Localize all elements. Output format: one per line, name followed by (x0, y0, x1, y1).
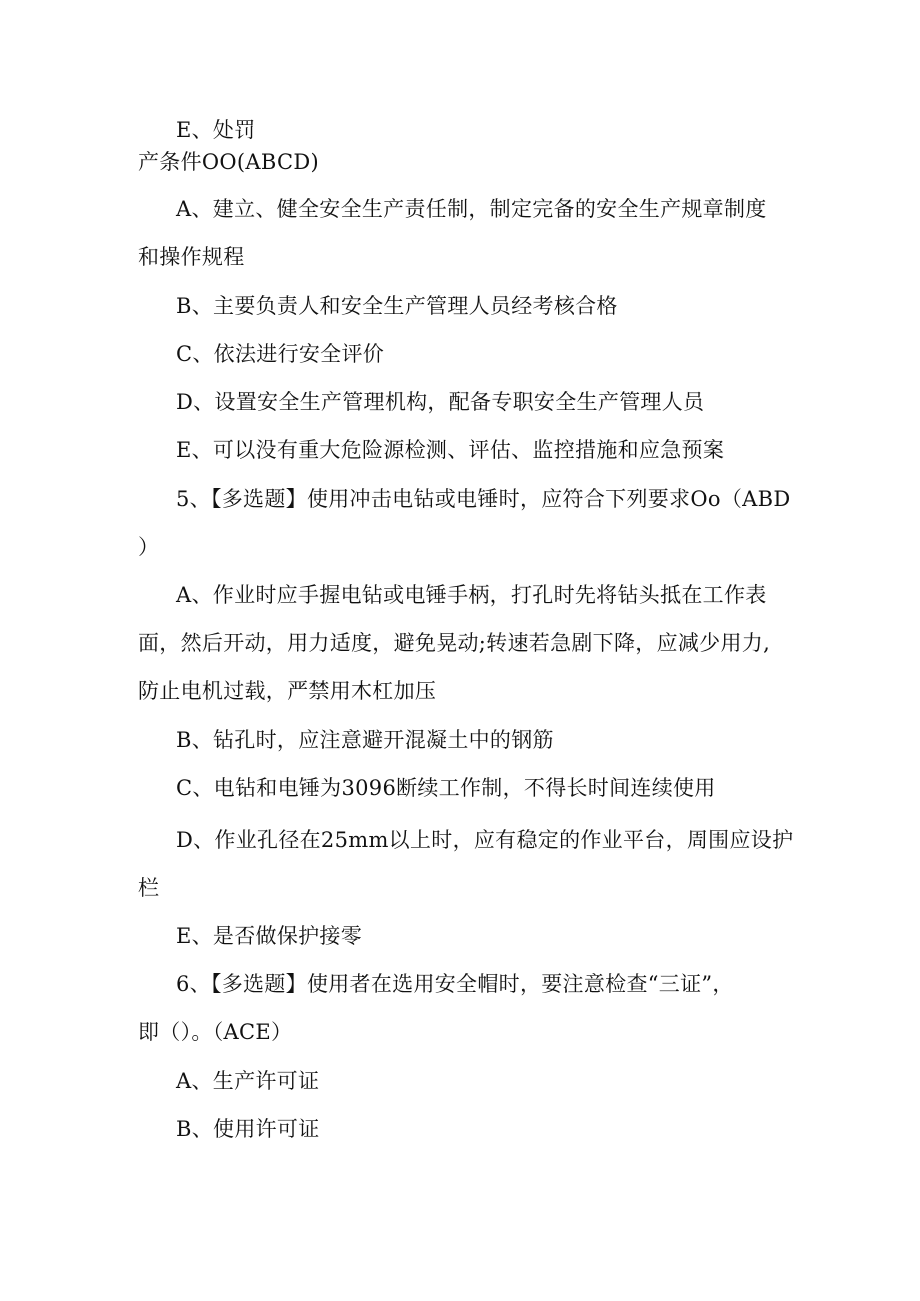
option-b: B、主要负责人和安全生产管理人员经考核合格 (176, 294, 618, 318)
q5-option-a-line-3: 防止电机过载，严禁用木杠加压 (138, 679, 437, 703)
q5-option-a-line-2: 面，然后开动，用力适度，避免晃动;转速若急剧下降，应减少用力, (138, 631, 771, 655)
option-e: E、可以没有重大危险源检测、评估、监控措施和应急预案 (176, 438, 725, 462)
option-e-penalty: E、处罚 (176, 118, 256, 142)
q5-option-e: E、是否做保护接零 (176, 924, 363, 948)
question-6-line-1: 6、【多选题】使用者在选用安全帽时，要注意检查“三证”， (176, 972, 734, 996)
q6-option-b: B、使用许可证 (176, 1117, 320, 1141)
q6-option-a: A、生产许可证 (176, 1069, 320, 1093)
option-a-line-2: 和操作规程 (138, 245, 245, 269)
question-5-line-2: ） (138, 535, 160, 559)
question-6-line-2: 即（）。（ACE） (138, 1020, 293, 1044)
q5-option-d-line-1: D、作业孔径在25mm以上时，应有稳定的作业平台，周围应设护 (176, 828, 794, 852)
q5-option-a-line-1: A、作业时应手握电钻或电锤手柄，打孔时先将钻头抵在工作表 (176, 583, 767, 607)
question-5-line-1: 5、【多选题】使用冲击电钻或电锤时，应符合下列要求Oo（ABD (176, 487, 791, 511)
option-c: C、依法进行安全评价 (176, 342, 385, 366)
q5-option-c: C、电钻和电锤为3096断续工作制，不得长时间连续使用 (176, 776, 716, 800)
option-a-line-1: A、建立、健全安全生产责任制，制定完备的安全生产规章制度 (176, 197, 767, 221)
q5-option-b: B、钻孔时，应注意避开混凝土中的钢筋 (176, 728, 554, 752)
option-d: D、设置安全生产管理机构，配备专职安全生产管理人员 (176, 390, 705, 414)
question-4-tail: 产条件OO(ABCD) (138, 150, 320, 174)
q5-option-d-line-2: 栏 (138, 876, 160, 900)
